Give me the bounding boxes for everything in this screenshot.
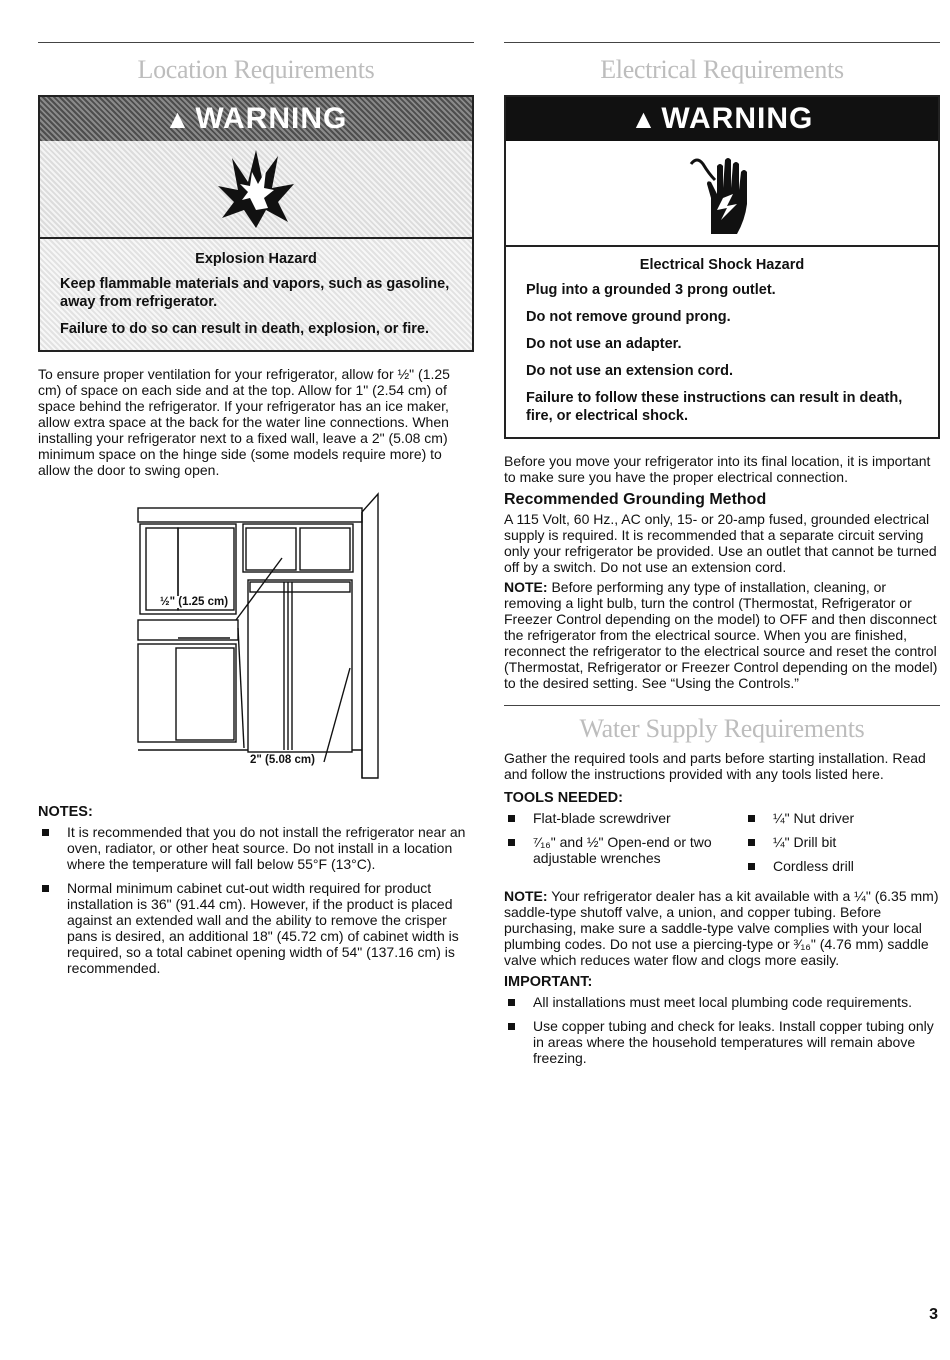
warning-line: Plug into a grounded 3 prong outlet. — [526, 282, 776, 298]
warning-line: Do not use an extension cord. — [526, 363, 734, 379]
tools-list — [504, 810, 940, 882]
note-text: It is recommended that you do not install the refrigerator near an oven, radiator, or other heat source. Do not install in a location where the temperature will fall below 55°F (13°C). — [67, 824, 466, 872]
electrical-column — [504, 0, 940, 1074]
warning-banner — [40, 97, 472, 141]
electrical-note — [504, 579, 940, 691]
list-item — [744, 810, 934, 826]
tools-heading: TOOLS NEEDED: — [504, 790, 623, 806]
shock-icon-row — [506, 141, 938, 247]
water-intro: Gather the required tools and parts before starting installation. Read and follow the instructions provided with any tools listed here. — [504, 750, 926, 782]
tool-text: Flat-blade screwdriver — [533, 810, 671, 826]
bullet-square-icon — [508, 815, 515, 822]
explosion-warning-text — [40, 239, 472, 350]
clearance-diagram — [38, 488, 474, 798]
location-column — [38, 0, 474, 984]
electric-shock-hand-icon — [687, 150, 757, 236]
page-number: 3 — [929, 1306, 938, 1323]
tool-text: ⁷⁄₁₆" and ½" Open-end or two adjustable wrenches — [533, 834, 712, 866]
warning-label: WARNING — [195, 102, 348, 135]
bullet-square-icon — [748, 815, 755, 822]
list-item — [504, 810, 744, 826]
hazard-title: Explosion Hazard — [195, 251, 317, 267]
section-rule — [504, 42, 940, 43]
location-intro: To ensure proper ventilation for your refrigerator, allow for ½" (1.25 cm) of space on each side and at the top. Allow for 1" (2.54 cm) of space behind the refrigerator. If your refrigerator has an ice maker, allow extra space at the back for the water line connections. When installing your refrigerator next to a fixed wall, leave a 2" (5.08 cm) minimum space on the hinge side (some models require more) to allow the door to swing open. — [38, 366, 450, 478]
section-rule — [504, 705, 940, 706]
bullet-square-icon — [42, 885, 49, 892]
warning-line: Keep flammable materials and vapors, such as gasoline, away from refrigerator. — [60, 276, 450, 310]
electrical-intro: Before you move your refrigerator into its final location, it is important to make sure you have the proper electrical connection. — [504, 453, 931, 485]
important-text: Use copper tubing and check for leaks. Install copper tubing only in areas where the household temperatures will remain above freezing. — [533, 1018, 934, 1066]
warning-line: Failure to follow these instructions can result in death, fire, or electrical shock. — [526, 390, 903, 424]
bullet-square-icon — [42, 829, 49, 836]
bullet-square-icon — [748, 863, 755, 870]
important-text: All installations must meet local plumbing code requirements. — [533, 994, 912, 1010]
electrical-title: Electrical Requirements — [600, 55, 844, 84]
warning-label: WARNING — [661, 102, 814, 135]
bullet-square-icon — [508, 1023, 515, 1030]
warning-line: Do not use an adapter. — [526, 336, 682, 352]
bullet-square-icon — [748, 839, 755, 846]
water-note — [504, 888, 940, 968]
warning-line: Failure to do so can result in death, explosion, or fire. — [60, 321, 430, 337]
refrigerator-cabinet-illustration — [38, 488, 474, 798]
list-item — [504, 994, 940, 1010]
warning-line: Do not remove ground prong. — [526, 309, 731, 325]
note-label: NOTE: — [504, 888, 548, 904]
grounding-method-text: A 115 Volt, 60 Hz., AC only, 15- or 20-amp fused, grounded electrical supply is required. It is recommended that a separate circuit serving only your refrigerator be provided. Use an outlet that cannot be turned off by a switch. Do not use an extension cord. — [504, 511, 937, 575]
location-title: Location Requirements — [137, 55, 375, 84]
grounding-method-heading: Recommended Grounding Method — [504, 491, 767, 508]
list-item — [38, 880, 474, 976]
warning-triangle-icon: ▲ — [164, 103, 192, 134]
list-item — [744, 834, 934, 850]
important-heading: IMPORTANT: — [504, 974, 593, 990]
note-text: Before performing any type of installation, cleaning, or removing a light bulb, turn the control (Thermostat, Refrigerator or Freezer Control depending on the model) to OFF and then disconnect the refrigerator from the electrical source. When you are finished, reconnect the refrigerator to the electrical source and reset the control (Thermostat, Refrigerator or Freezer Control depending on the model) to the desired setting. See “Using the Controls.” — [504, 579, 938, 691]
bullet-square-icon — [508, 839, 515, 846]
explosion-icon — [216, 148, 296, 230]
explosion-warning-box — [38, 95, 474, 352]
tool-text: Cordless drill — [773, 858, 854, 874]
tool-text: ¼" Drill bit — [773, 834, 837, 850]
bullet-square-icon — [508, 999, 515, 1006]
tool-text: ¼" Nut driver — [773, 810, 855, 826]
list-item — [504, 1018, 940, 1066]
section-rule — [38, 42, 474, 43]
list-item — [504, 834, 744, 866]
warning-triangle-icon: ▲ — [630, 103, 658, 134]
list-item — [38, 824, 474, 872]
shock-warning-text — [506, 247, 938, 437]
hinge-clearance-label: 2" (5.08 cm) — [250, 754, 315, 766]
note-text: Your refrigerator dealer has a kit available with a ¼" (6.35 mm) saddle-type shutoff valve, a union, and copper tubing. Before purchasing, make sure a saddle-type valve complies with your local plumbing codes. Do not use a piercing-type or ³⁄₁₆" (4.76 mm) saddle valve which reduces water flow and clogs more easily. — [504, 888, 939, 968]
shock-warning-box — [504, 95, 940, 439]
side-clearance-label: ½" (1.25 cm) — [160, 596, 229, 608]
explosion-icon-row — [40, 141, 472, 239]
note-label: NOTE: — [504, 579, 548, 595]
notes-heading: NOTES: — [38, 804, 93, 820]
water-title: Water Supply Requirements — [579, 714, 865, 743]
note-text: Normal minimum cabinet cut-out width required for product installation is 36" (91.44 cm). However, if the product is placed against an extended wall and the ability to remove the crisper pans is desired, an additional 18" (45.72 cm) of cabinet width is required, so a total cabinet opening width of 54" (137.16 cm) is recommended. — [67, 880, 459, 976]
list-item — [744, 858, 934, 874]
hazard-title: Electrical Shock Hazard — [639, 257, 805, 273]
warning-banner — [506, 97, 938, 141]
